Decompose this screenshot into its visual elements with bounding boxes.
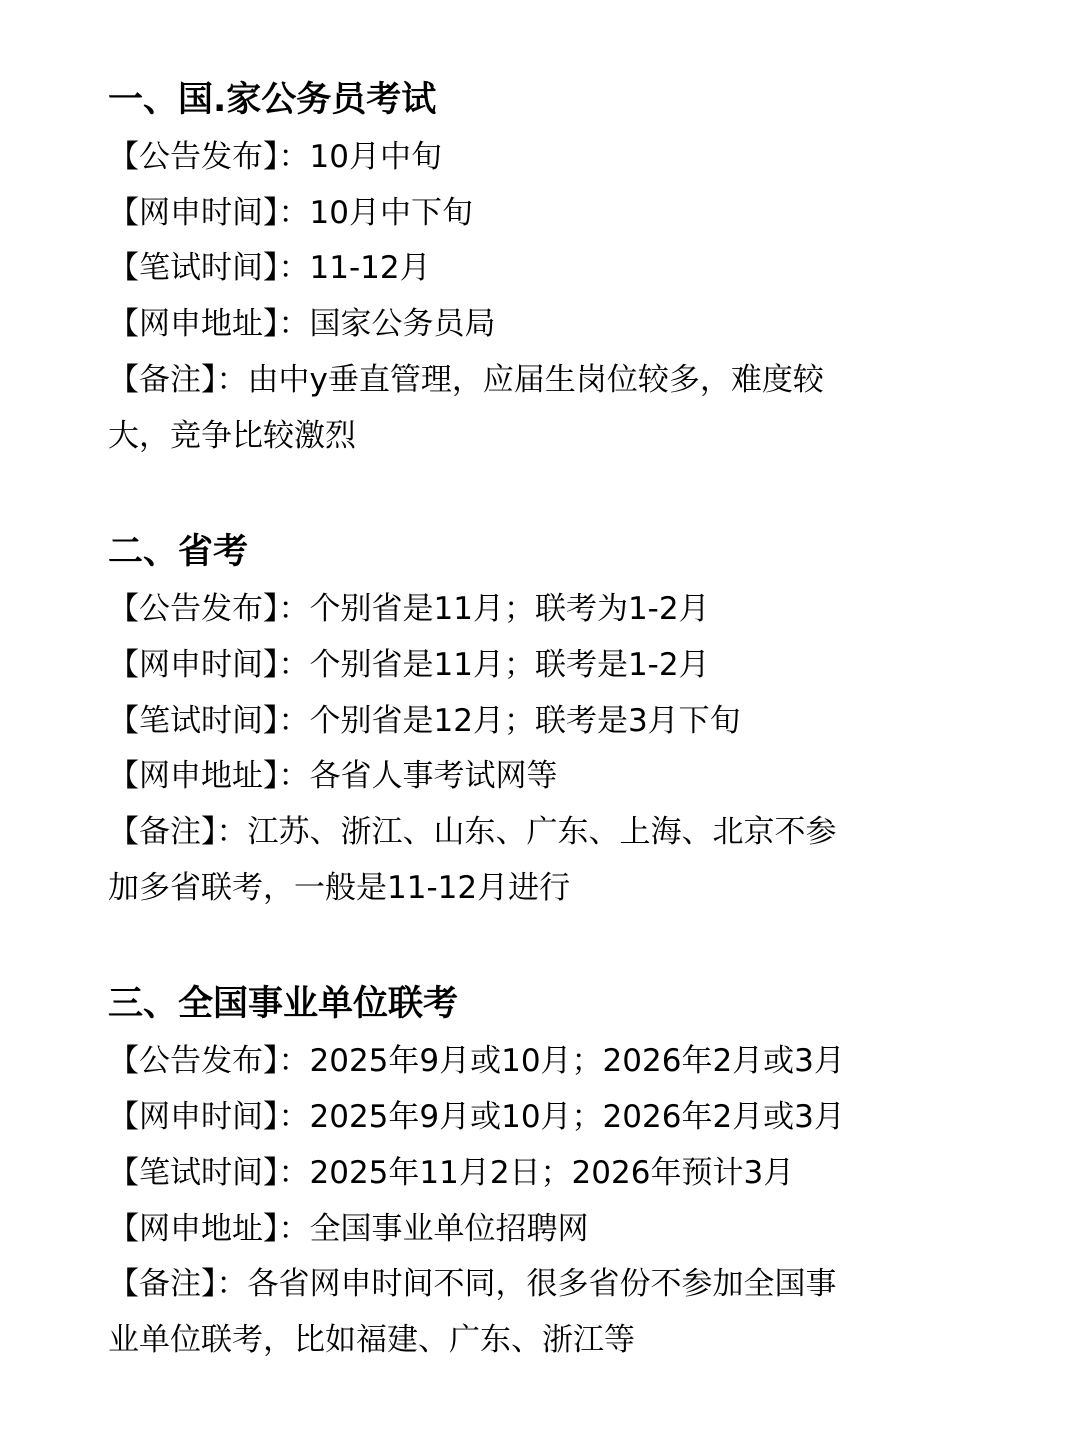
row-label: 【网申时间】: [108, 194, 279, 231]
note-line-2: 加多省联考，一般是11-12月进行: [108, 869, 571, 906]
row-separator: ：: [278, 1154, 310, 1191]
row-label: 【笔试时间】: [108, 702, 279, 739]
row-application-site: [108, 749, 968, 805]
row-separator: ：: [278, 250, 310, 287]
row-label: 【网申时间】: [108, 1099, 279, 1136]
note-line-1: 各省网申时间不同，很多省份不参加全国事: [247, 1266, 837, 1303]
note-separator: ：: [216, 1266, 248, 1303]
row-value: 11-12月: [309, 250, 431, 287]
note-line-2: 大，竞争比较激烈: [108, 417, 356, 454]
row-note: [108, 353, 948, 464]
row-announcement: [108, 582, 968, 638]
row-label: 【网申时间】: [108, 646, 279, 683]
row-written-exam: [108, 694, 968, 750]
row-value: 2025年9月或10月；2026年2月或3月: [309, 1099, 845, 1136]
section-provincial-exam: [108, 522, 968, 916]
exam-schedule-document: [108, 70, 968, 1427]
row-online-application: [108, 638, 968, 694]
row-separator: ：: [278, 758, 310, 795]
row-label: 【公告发布】: [108, 591, 279, 628]
section-public-institution-exam: [108, 974, 968, 1368]
section-title: 二、省考: [108, 532, 249, 573]
row-value: 国家公务员局: [309, 306, 496, 343]
note-separator: ：: [216, 814, 248, 851]
row-separator: ：: [278, 646, 310, 683]
row-label: 【笔试时间】: [108, 1154, 279, 1191]
row-separator: ：: [278, 194, 310, 231]
row-separator: ：: [278, 1099, 310, 1136]
row-note: [108, 1257, 948, 1368]
note-line-1: 由中y垂直管理，应届生岗位较多，难度较: [247, 361, 824, 398]
note-line-2: 业单位联考，比如福建、广东、浙江等: [108, 1321, 635, 1358]
row-written-exam: [108, 1146, 968, 1202]
row-label: 【笔试时间】: [108, 250, 279, 287]
row-note: [108, 805, 948, 916]
row-label: 【公告发布】: [108, 1043, 279, 1080]
note-line-1: 江苏、浙江、山东、广东、上海、北京不参: [247, 814, 837, 851]
section-title: 三、全国事业单位联考: [108, 984, 459, 1025]
row-value: 10月中旬: [309, 139, 442, 175]
row-value: 个别省是11月；联考为1-2月: [309, 591, 710, 628]
row-online-application: [108, 186, 968, 242]
note-label: 【备注】: [108, 1266, 217, 1303]
row-separator: ：: [278, 702, 310, 739]
note-label: 【备注】: [108, 361, 217, 398]
row-separator: ：: [278, 591, 310, 628]
note-label: 【备注】: [108, 814, 217, 851]
row-separator: ：: [278, 139, 310, 175]
row-label: 【网申地址】: [108, 306, 279, 343]
row-online-application: [108, 1090, 968, 1146]
row-announcement: [108, 1034, 968, 1090]
row-value: 2025年11月2日；2026年预计3月: [309, 1154, 795, 1191]
row-value: 2025年9月或10月；2026年2月或3月: [309, 1043, 845, 1080]
row-separator: ：: [278, 1043, 310, 1080]
section-national-civil-service-exam: [108, 70, 968, 464]
row-value: 全国事业单位招聘网: [309, 1210, 589, 1247]
row-application-site: [108, 297, 968, 353]
note-separator: ：: [216, 361, 248, 398]
section-title: 一、国.家公务员考试: [108, 80, 437, 120]
row-separator: ：: [278, 1210, 310, 1247]
row-separator: ：: [278, 306, 310, 343]
row-label: 【网申地址】: [108, 758, 279, 795]
row-written-exam: [108, 241, 968, 297]
row-label: 【公告发布】: [108, 139, 279, 175]
row-value: 个别省是11月；联考是1-2月: [309, 646, 710, 683]
row-announcement: [108, 130, 968, 186]
row-value: 各省人事考试网等: [309, 758, 558, 795]
row-label: 【网申地址】: [108, 1210, 279, 1247]
row-value: 10月中下旬: [309, 194, 473, 231]
row-application-site: [108, 1202, 968, 1258]
row-value: 个别省是12月；联考是3月下旬: [309, 702, 741, 739]
